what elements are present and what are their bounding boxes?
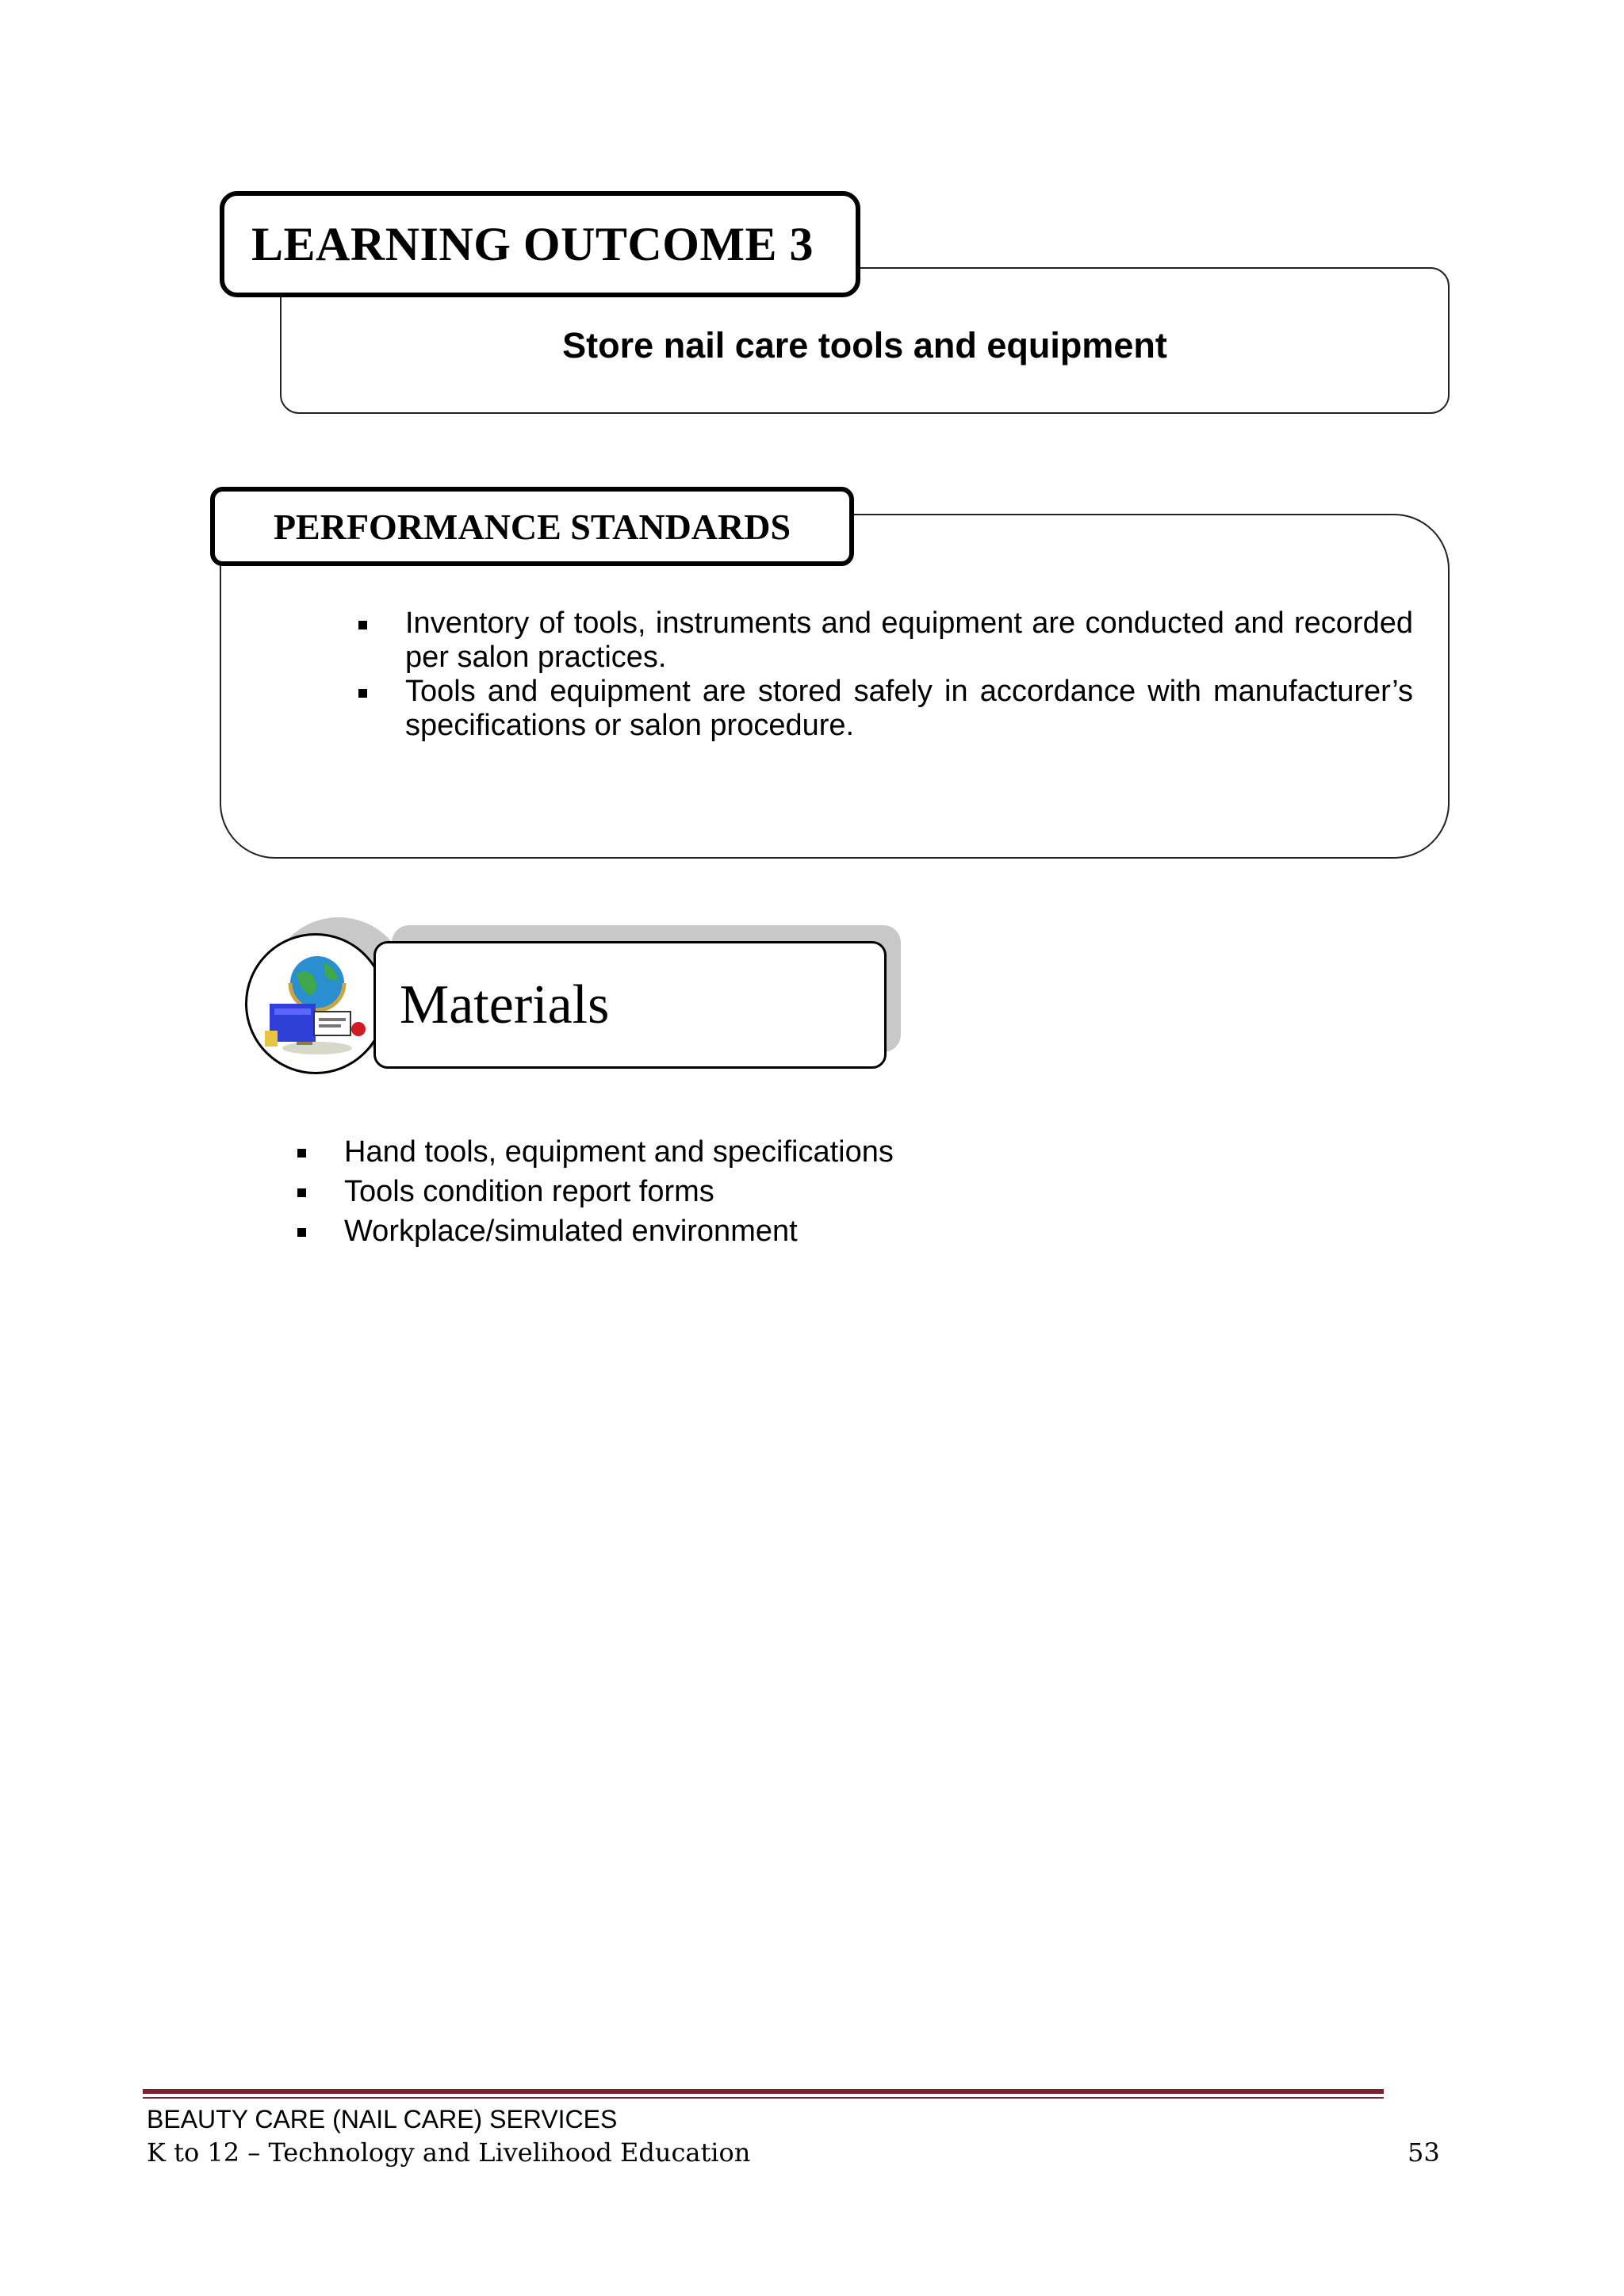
- performance-standards-title: PERFORMANCE STANDARDS: [210, 487, 854, 566]
- list-item: Workplace/simulated environment: [293, 1211, 894, 1251]
- footer-rule-thin: [143, 2097, 1384, 2099]
- materials-title: Materials: [373, 941, 887, 1069]
- list-item: Inventory of tools, instruments and equipment are conducted and recorded per salon practices.: [357, 607, 1413, 675]
- footer-program: K to 12 – Technology and Livelihood Education: [147, 2137, 751, 2168]
- list-item: Hand tools, equipment and specifications: [293, 1132, 894, 1172]
- materials-list: [293, 1132, 894, 1251]
- list-item: Tools and equipment are stored safely in accordance with manufacturer’s specifications or salon procedure.: [357, 675, 1413, 743]
- globe-books-icon: [245, 933, 386, 1074]
- learning-outcome-subtitle: Store nail care tools and equipment: [562, 325, 1167, 365]
- learning-outcome-title: LEARNING OUTCOME 3: [220, 191, 860, 297]
- footer-rule: [143, 2089, 1384, 2094]
- performance-standards-list: [357, 607, 1413, 743]
- page-number: 53: [1408, 2137, 1440, 2168]
- footer-course-title: BEAUTY CARE (NAIL CARE) SERVICES: [147, 2105, 618, 2133]
- list-item: Tools condition report forms: [293, 1172, 894, 1211]
